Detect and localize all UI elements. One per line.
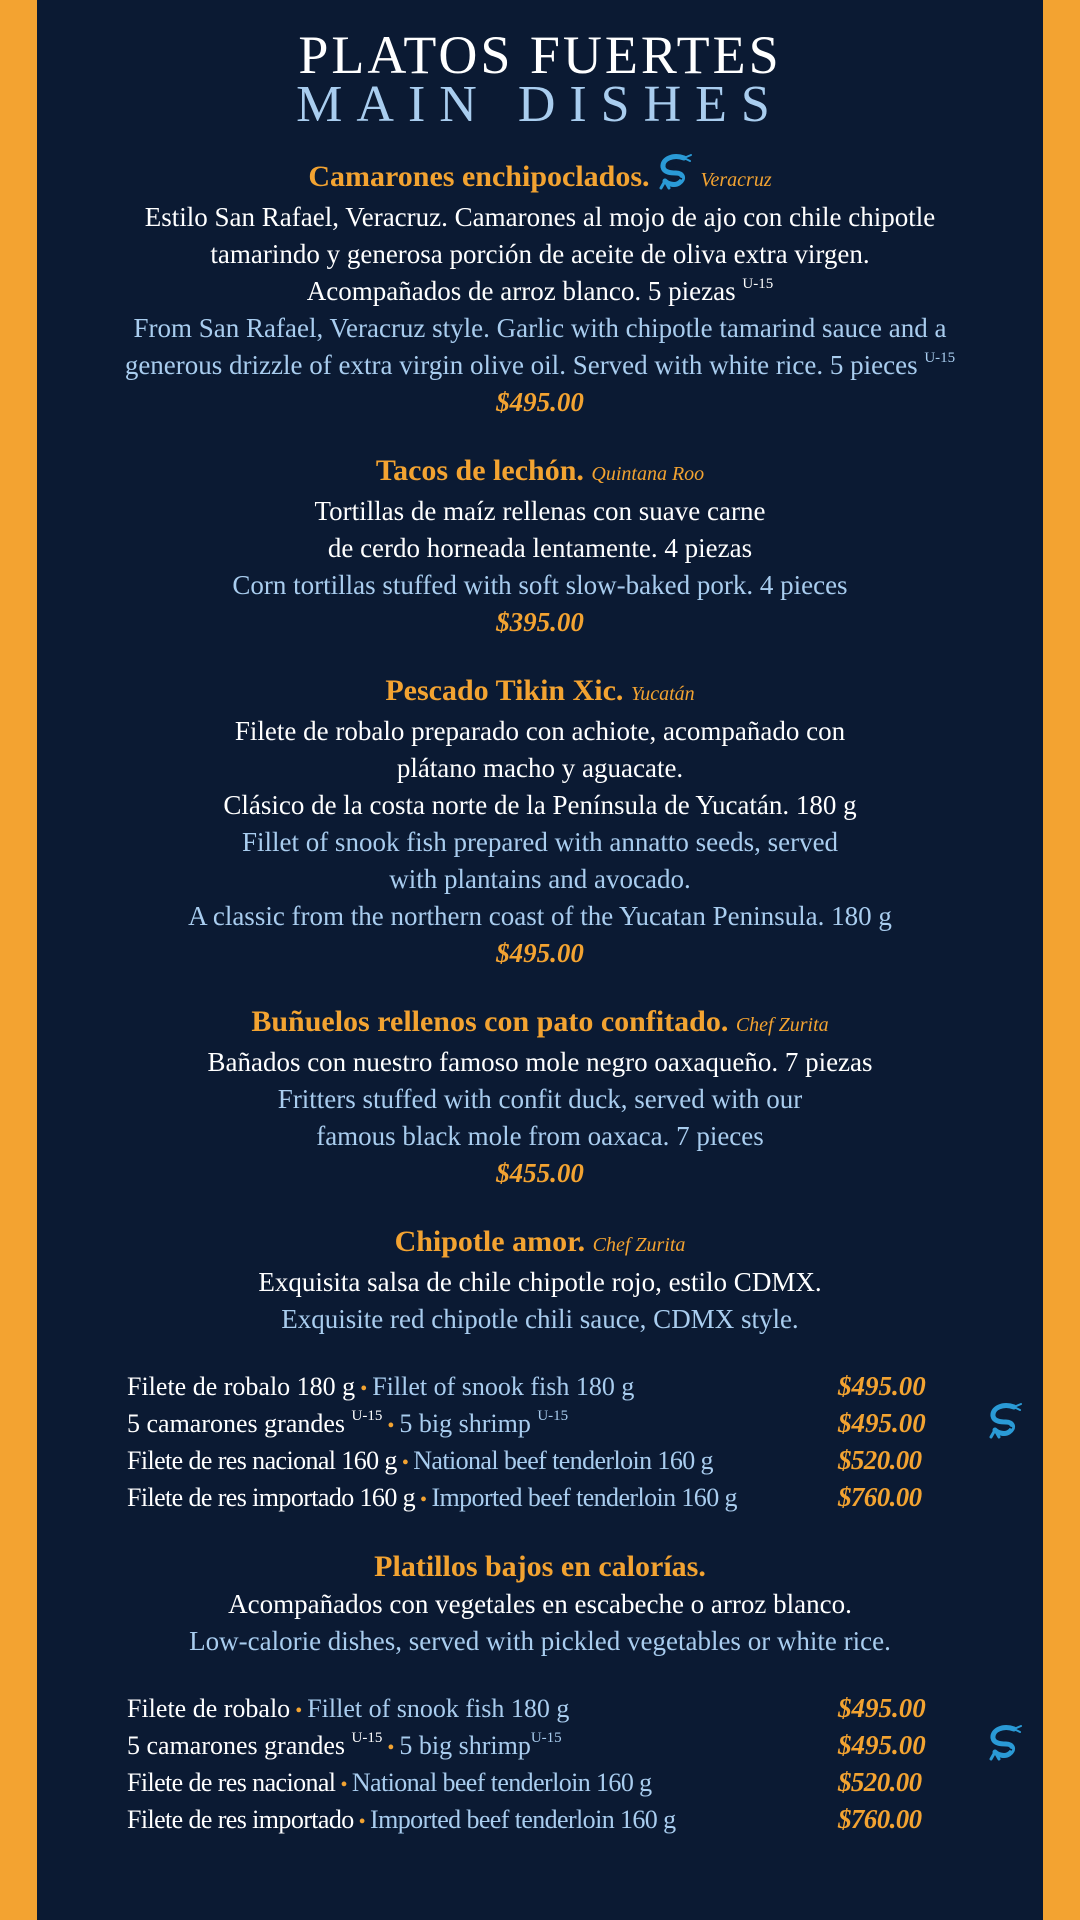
menu-page xyxy=(37,0,1043,1920)
dish-name: Camarones enchipoclados. xyxy=(308,160,650,193)
chipotle-options-list xyxy=(127,1368,947,1516)
dish-origin: Yucatán xyxy=(630,683,695,705)
dish-price: $395.00 xyxy=(496,607,584,637)
dish-name: Platillos bajos en calorías. xyxy=(374,1550,706,1583)
dish-pescado-tikin-xic xyxy=(37,672,1043,971)
description-en: famous black mole from oaxaca. 7 pieces xyxy=(316,1121,764,1151)
description-es: Tortillas de maíz rellenas con suave carne xyxy=(314,496,766,526)
description-en: Fillet of snook fish prepared with annatto seeds, served xyxy=(241,827,839,857)
shrimp-icon xyxy=(987,1401,1023,1441)
list-item: Filete de res importado 160 g • Imported beef tenderloin 160 g $760.00 xyxy=(127,1479,947,1516)
description-es: plátano macho y aguacate. xyxy=(396,753,684,783)
dish-price: $495.00 xyxy=(496,387,584,417)
dish-title xyxy=(37,152,1043,199)
description-es: Bañados con nuestro famoso mole negro oaxaqueño. 7 piezas xyxy=(207,1047,873,1077)
shrimp-icon xyxy=(657,152,693,192)
dish-name: Chipotle amor. xyxy=(394,1225,586,1258)
dish-chipotle-amor xyxy=(37,1223,1043,1338)
dish-price: $495.00 xyxy=(496,938,584,968)
dish-title xyxy=(37,452,1043,493)
option-price: $495.00 xyxy=(838,1408,926,1438)
description-en: Fritters stuffed with confit duck, served with our xyxy=(277,1084,803,1114)
list-item: Filete de res nacional • National beef tenderloin 160 g $520.00 xyxy=(127,1764,947,1801)
size-label: U-15 xyxy=(924,350,956,366)
dish-title xyxy=(37,1003,1043,1044)
description-en: with plantains and avocado. xyxy=(389,864,691,894)
option-price: $495.00 xyxy=(838,1693,926,1723)
dish-title xyxy=(37,1223,1043,1264)
option-price: $760.00 xyxy=(838,1804,922,1834)
dish-tacos-lechon xyxy=(37,452,1043,640)
low-calorie-section xyxy=(37,1548,1043,1660)
dish-origin: Chef Zurita xyxy=(735,1014,829,1036)
list-item: 5 camarones grandes $^{U-15}$ • 5 big shrimp$^{U-15}$ $495.00 xyxy=(127,1727,947,1764)
description-en: Corn tortillas stuffed with soft slow-baked pork. 4 pieces xyxy=(232,570,848,600)
size-label: U-15 xyxy=(742,276,774,292)
description-es: Clásico de la costa norte de la Península de Yucatán. 180 g xyxy=(223,790,857,820)
dish-bunuelos xyxy=(37,1003,1043,1191)
description-es: tamarindo y generosa porción de aceite de oliva extra virgen. xyxy=(210,239,870,269)
option-price: $520.00 xyxy=(838,1445,922,1475)
dish-origin: Quintana Roo xyxy=(591,463,705,485)
dish-camarones xyxy=(37,152,1043,420)
description-en: Low-calorie dishes, served with pickled vegetables or white rice. xyxy=(189,1626,891,1656)
option-price: $760.00 xyxy=(838,1482,922,1512)
list-item: Filete de res nacional 160 g • National beef tenderloin 160 g $520.00 xyxy=(127,1442,947,1479)
description-es: Filete de robalo preparado con achiote, acompañado con xyxy=(234,716,846,746)
description-es: Acompañados con vegetales en escabeche o arroz blanco. xyxy=(228,1589,852,1619)
option-price: $495.00 xyxy=(838,1371,926,1401)
description-es: de cerdo horneada lentamente. 4 piezas xyxy=(327,533,753,563)
list-item: 5 camarones grandes $^{U-15}$ • 5 big shrimp $^{U-15}$ $495.00 xyxy=(127,1405,947,1442)
description-es: Exquisita salsa de chile chipotle rojo, estilo CDMX. xyxy=(258,1267,822,1297)
dish-name: Pescado Tikin Xic. xyxy=(385,674,624,707)
dish-name: Buñuelos rellenos con pato confitado. xyxy=(251,1005,729,1038)
dish-origin: Veracruz xyxy=(700,169,772,191)
menu-header xyxy=(37,0,1043,133)
shrimp-icon xyxy=(987,1723,1023,1763)
dish-name: Tacos de lechón. xyxy=(375,454,584,487)
description-en: Exquisite red chipotle chili sauce, CDMX style. xyxy=(281,1304,799,1334)
list-item: Filete de robalo • Fillet of snook fish 180 g $495.00 xyxy=(127,1690,947,1727)
description-en: generous drizzle of extra virgin olive oil. Served with white rice. 5 pieces $^{U-15}$ xyxy=(124,350,956,380)
low-calorie-options-list xyxy=(127,1690,947,1838)
description-es: Estilo San Rafael, Veracruz. Camarones al mojo de ajo con chile chipotle xyxy=(144,202,936,232)
dish-origin: Chef Zurita xyxy=(592,1234,686,1256)
list-item: Filete de res importado • Imported beef tenderloin 160 g $760.00 xyxy=(127,1801,947,1838)
dish-title xyxy=(37,672,1043,713)
list-item: Filete de robalo 180 g • Fillet of snook fish 180 g $495.00 xyxy=(127,1368,947,1405)
description-en: From San Rafael, Veracruz style. Garlic with chipotle tamarind sauce and a xyxy=(133,313,947,343)
description-en: A classic from the northern coast of the Yucatan Peninsula. 180 g xyxy=(188,901,892,931)
option-price: $495.00 xyxy=(838,1730,926,1760)
title-english: MAIN DISHES xyxy=(296,76,784,133)
option-price: $520.00 xyxy=(838,1767,922,1797)
dish-price: $455.00 xyxy=(496,1158,584,1188)
description-es: Acompañados de arroz blanco. 5 piezas $^{U-15}$ xyxy=(306,276,774,306)
title-spanish: PLATOS FUERTES xyxy=(298,25,782,85)
